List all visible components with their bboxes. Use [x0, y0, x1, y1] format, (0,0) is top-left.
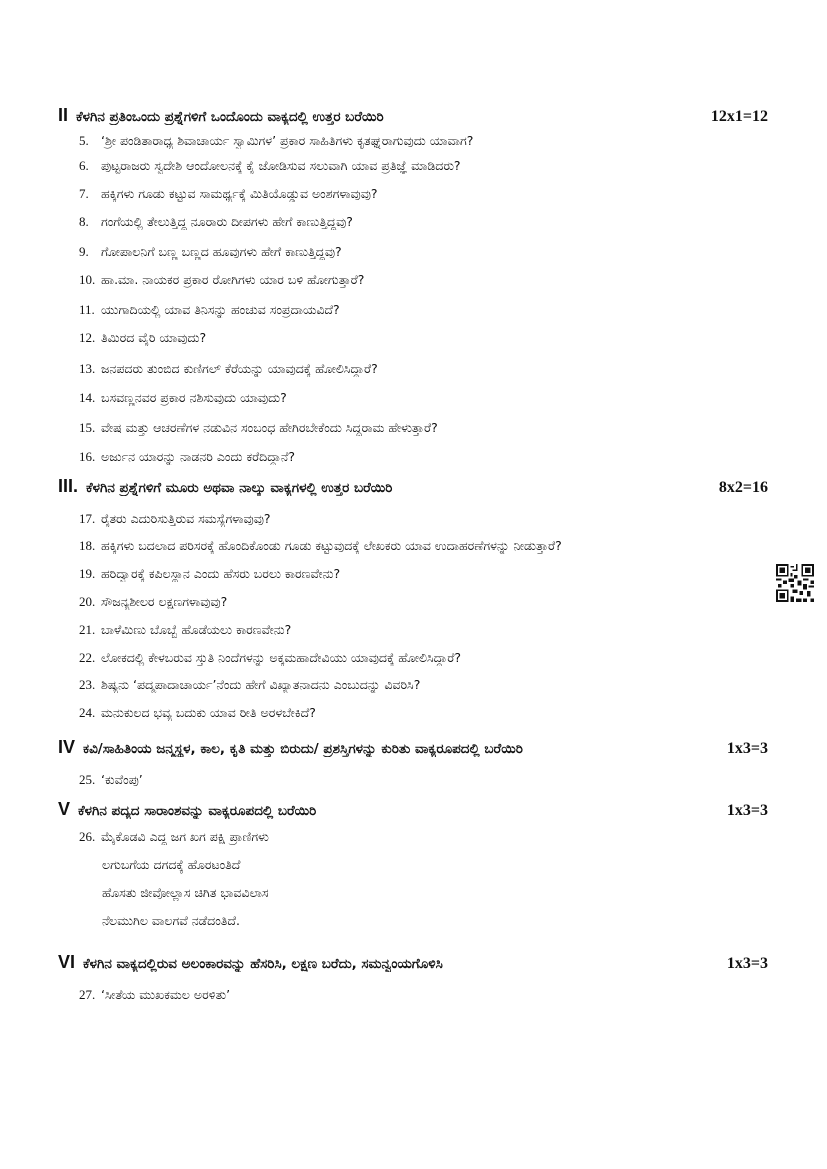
question-number: 26.: [79, 829, 96, 844]
poem-line: ನೆಲಮುಗಿಲ ವಾಲಗವೆ ನಡೆದಂತಿದೆ.: [102, 913, 240, 928]
question-item: [79, 390, 759, 406]
section-title: ಕೆಳಗಿನ ಪದ್ಯದ ಸಾರಾಂಶವನ್ನು ವಾಕ್ಯರೂಪದಲ್ಲಿ ಬರೆಯಿರಿ: [78, 803, 317, 819]
question-number: 16.: [79, 449, 96, 464]
question-item: [79, 302, 759, 318]
section-number: IV: [58, 737, 76, 757]
question-item: [79, 594, 759, 610]
section-title: ಕೆಳಗಿನ ವಾಕ್ಯದಲ್ಲಿರುವ ಅಲಂಕಾರವನ್ನು ಹೆಸರಿಸಿ, ಲಕ್ಷಣ ಬರೆದು, ಸಮನ್ವಂಯಗೊಳಿಸಿ: [83, 956, 443, 972]
question-text: ಜನಪದರು ತುಂಬಿದ ಕುಣಿಗಲ್ ಕೆರೆಯನ್ನು ಯಾವುದಕ್ಕೆ ಹೋಲಿಸಿದ್ದಾರೆ?: [101, 361, 378, 376]
question-number: 9.: [79, 244, 89, 259]
section-title: ಕವಿ/ಸಾಹಿತಿಂಯ ಜನ್ಮಸ್ಥಳ, ಕಾಲ, ಕೃತಿ ಮತ್ತು ಬಿರುದು/ ಪ್ರಶಸ್ತಿಗಳನ್ನು ಕುರಿತು ವಾಕ್ಯರೂಪದಲ್ಲಿ ಬರೆಯಿರಿ: [83, 741, 523, 757]
qr-code-icon: [776, 564, 814, 602]
question-number: 21.: [79, 622, 96, 637]
question-text: ಬಾಳೆಮಿಣು ಬೊಬ್ಬೆ ಹೊಡೆಯಲು ಕಾರಣವೇನು?: [101, 622, 292, 637]
section-marks: 1x3=3: [726, 955, 768, 972]
question-text: ಗಂಗೆಯಲ್ಲಿ ತೇಲುತ್ತಿದ್ದ ನೂರಾರು ದೀಪಗಳು ಹೇಗೆ ಕಾಣುತ್ತಿದ್ದವು?: [101, 214, 353, 229]
question-item: [79, 330, 759, 346]
question-text: ‘ಕುವೆಂಪು’: [101, 772, 143, 787]
section-number: II: [58, 105, 69, 125]
question-item: [79, 829, 759, 845]
question-text: ‘ಸೀತೆಯ ಮುಖಕಮಲ ಅರಳಿತು’: [101, 987, 231, 1002]
question-number: 15.: [79, 420, 96, 435]
section-title: ಕೆಳಗಿನ ಪ್ರತಿಂಒಂದು ಪ್ರಶ್ನೆಗಳಿಗೆ ಒಂದೊಂದು ವಾಕ್ಯದಲ್ಲಿ ಉತ್ತರ ಬರೆಯಿರಿ: [76, 109, 384, 125]
question-item: [79, 650, 759, 666]
question-number: 19.: [79, 566, 96, 581]
question-item: [79, 361, 759, 377]
question-number: 5.: [79, 133, 89, 148]
question-item: [79, 420, 759, 436]
question-number: 6.: [79, 158, 89, 173]
question-item: [79, 511, 759, 527]
question-number: 20.: [79, 594, 96, 609]
question-text: ಗೋಪಾಲನಿಗೆ ಬಣ್ಣ ಬಣ್ಣದ ಹೂವುಗಳು ಹೇಗೆ ಕಾಣುತ್ತಿದ್ದವು?: [101, 244, 342, 259]
question-text: ರೈತರು ಎದುರಿಸುತ್ತಿರುವ ಸಮಸ್ಯೆಗಳಾವುವು?: [101, 511, 271, 526]
question-item: [79, 677, 759, 693]
question-text: ಸೌಜನ್ಯಶೀಲರ ಲಕ್ಷಣಗಳಾವುವು?: [101, 594, 228, 609]
section-title: ಕೆಳಗಿನ ಪ್ರಶ್ನೆಗಳಿಗೆ ಮೂರು ಅಥವಾ ನಾಲ್ಕು ವಾಕ್ಯಗಳಲ್ಲಿ ಉತ್ತರ ಬರೆಯಿರಿ: [86, 480, 393, 496]
question-number: 18.: [79, 538, 96, 553]
question-text: ಲೋಕದಲ್ಲಿ ಕೇಳಬರುವ ಸ್ತುತಿ ನಿಂದೆಗಳನ್ನು ಅಕ್ಕಮಹಾದೇವಿಯು ಯಾವುದಕ್ಕೆ ಹೋಲಿಸಿದ್ದಾರೆ?: [101, 650, 461, 665]
question-text: ಮನುಕುಲದ ಭವ್ಯ ಬದುಕು ಯಾವ ರೀತಿ ಅರಳಬೇಕಿದೆ?: [101, 705, 316, 720]
section-number: VI: [58, 952, 76, 972]
question-number: 14.: [79, 390, 96, 405]
question-text: ತಿಮಿರದ ವೈರಿ ಯಾವುದು?: [101, 330, 207, 345]
section-marks: 12x1=12: [710, 108, 768, 125]
question-number: 24.: [79, 705, 96, 720]
poem-line: ಹೊಸತು ಜೀವೋಲ್ಲಾಸ ಚಿಗಿತ ಭಾವವಿಲಾಸ: [102, 885, 269, 900]
question-item: [79, 133, 759, 149]
question-text: ಯುಗಾದಿಯಲ್ಲಿ ಯಾವ ತಿನಿಸನ್ನು ಹಂಚುವ ಸಂಪ್ರದಾಯವಿದೆ?: [101, 302, 340, 317]
question-text: ಹರಿದ್ವಾರಕ್ಕೆ ಕಪಿಲಸ್ಥಾನ ಎಂದು ಹೆಸರು ಬರಲು ಕಾರಣವೇನು?: [101, 566, 341, 581]
question-item: [79, 186, 759, 202]
section-marks: 1x3=3: [726, 740, 768, 757]
question-item: [79, 622, 759, 638]
section-4-header: [58, 737, 768, 758]
question-number: 11.: [79, 302, 95, 317]
question-number: 27.: [79, 987, 96, 1002]
question-item: [79, 272, 759, 288]
question-number: 25.: [79, 772, 96, 787]
section-marks: 8x2=16: [718, 479, 768, 496]
question-number: 8.: [79, 214, 89, 229]
question-text: ಮೈಕೊಡವಿ ಎದ್ದ ಜಗ ಖಗ ಪಕ್ಷಿ ಪ್ರಾಣಿಗಳು: [101, 829, 269, 844]
question-item: [79, 772, 759, 788]
question-number: 17.: [79, 511, 96, 526]
question-number: 22.: [79, 650, 96, 665]
question-text: ವೇಷ ಮತ್ತು ಆಚರಣೆಗಳ ನಡುವಿನ ಸಂಬಂಧ ಹೇಗಿರಬೇಕೆಂದು ಸಿದ್ಧರಾಮ ಹೇಳುತ್ತಾರೆ?: [101, 420, 438, 435]
question-text: ಶಿಷ್ಯನು ‘ಪದ್ಮಪಾದಾಚಾರ್ಯ’ನೆಂದು ಹೇಗೆ ವಿಖ್ಯಾತನಾದನು ಎಂಬುದನ್ನು ವಿವರಿಸಿ?: [101, 677, 421, 692]
question-text: ಹಾ.ಮಾ. ನಾಯಕರ ಪ್ರಕಾರ ರೋಗಿಗಳು ಯಾರ ಬಳಿ ಹೋಗುತ್ತಾರೆ?: [101, 272, 365, 287]
question-number: 13.: [79, 361, 96, 376]
section-5-header: [58, 799, 768, 820]
poem-line: ಲಗುಬಗೆಯ ದಗದಕ್ಕೆ ಹೊರಟಂತಿದೆ: [102, 857, 241, 872]
question-item: [79, 705, 759, 721]
section-3-header: [58, 476, 768, 497]
section-number: V: [58, 799, 71, 819]
question-text: ಹಕ್ಕಿಗಳು ಗೂಡು ಕಟ್ಟುವ ಸಾಮರ್ಥ್ಯಕ್ಕೆ ಮಿತಿಯೊಡ್ಡುವ ಅಂಶಗಳಾವುವು?: [101, 186, 378, 201]
question-item: [79, 987, 759, 1003]
section-marks: 1x3=3: [726, 802, 768, 819]
question-item: [79, 449, 759, 465]
section-2-header: [58, 105, 768, 126]
question-text: ಅರ್ಜುನ ಯಾರನ್ನು ನಾಡನರಿ ಎಂದು ಕರೆದಿದ್ದಾನೆ?: [101, 449, 295, 464]
question-item: [79, 244, 759, 260]
question-item: [79, 566, 759, 582]
question-text: ಪುಟ್ಟರಾಜರು ಸ್ವದೇಶಿ ಆಂದೋಲನಕ್ಕೆ ಕೈ ಜೋಡಿಸುವ ಸಲುವಾಗಿ ಯಾವ ಪ್ರತಿಜ್ಞೆ ಮಾಡಿದರು?: [101, 158, 461, 173]
section-6-header: [58, 952, 768, 973]
section-number: III.: [58, 476, 79, 496]
question-text: ‘ಶ್ರೀ ಪಂಡಿತಾರಾಧ್ಯ ಶಿವಾಚಾರ್ಯ ಸ್ವಾಮಿಗಳ’ ಪ್ರಕಾರ ಸಾಹಿತಿಗಳು ಕೃತಘ್ನರಾಗುವುದು ಯಾವಾಗ?: [101, 133, 474, 148]
question-item: [79, 538, 759, 554]
question-number: 23.: [79, 677, 96, 692]
question-item: [79, 158, 759, 174]
question-number: 12.: [79, 330, 96, 345]
question-text: ಬಸವಣ್ಣನವರ ಪ್ರಕಾರ ನಶಿಸುವುದು ಯಾವುದು?: [101, 390, 287, 405]
question-number: 7.: [79, 186, 89, 201]
question-text: ಹಕ್ಕಿಗಳು ಬದಲಾದ ಪರಿಸರಕ್ಕೆ ಹೊಂದಿಕೊಂಡು ಗೂಡು ಕಟ್ಟುವುದಕ್ಕೆ ಲೇಖಕರು ಯಾವ ಉದಾಹರಣೆಗಳನ್ನು ನೀಡುತ್ತಾರೆ?: [101, 538, 562, 553]
question-item: [79, 214, 759, 230]
question-number: 10.: [79, 272, 96, 287]
